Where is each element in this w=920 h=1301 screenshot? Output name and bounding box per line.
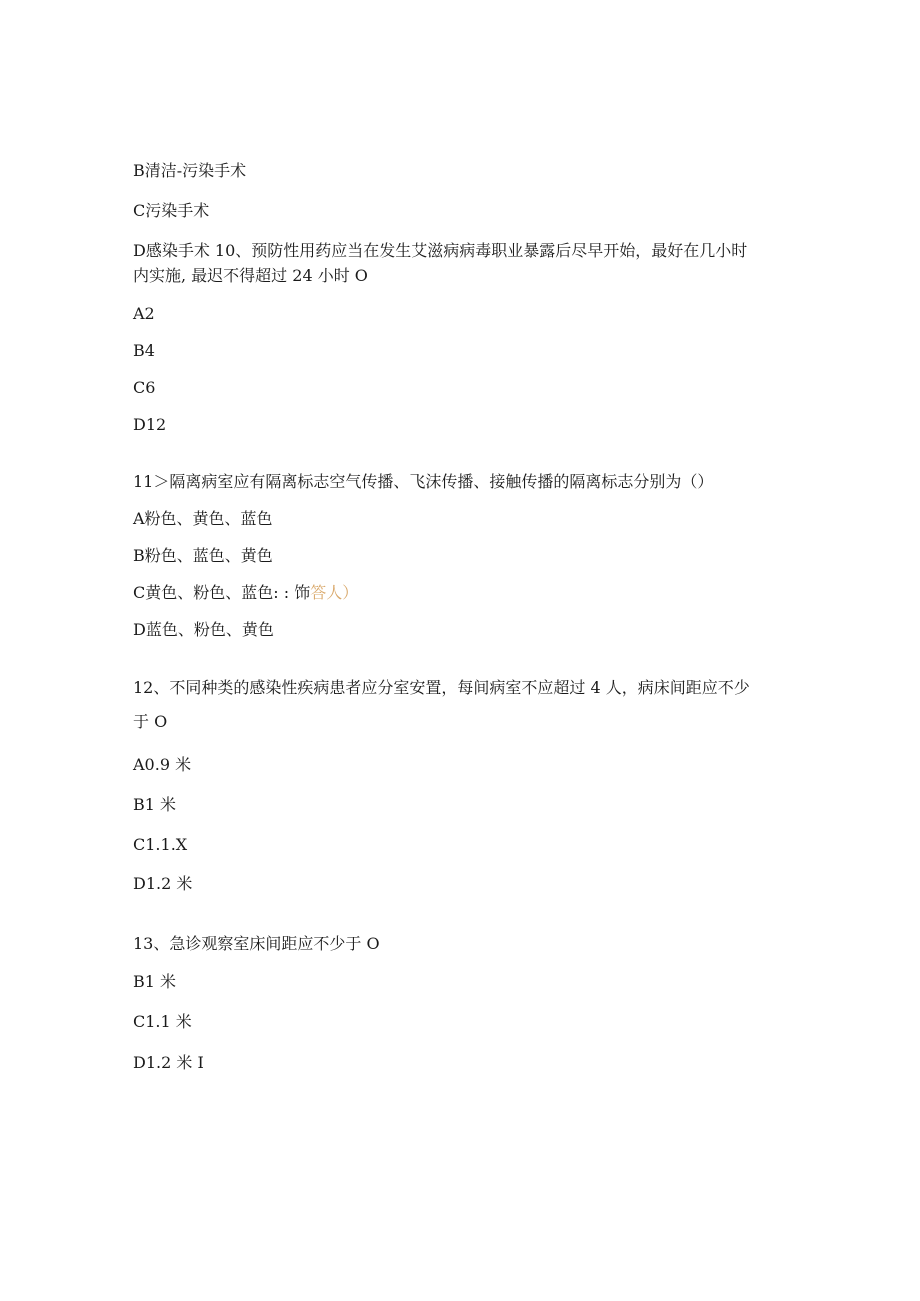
faded-annotation: 答人） — [310, 583, 359, 602]
question-12-option-a: A0.9 米 — [133, 755, 192, 774]
question-11-option-d: D蓝色、粉色、黄色 — [133, 620, 274, 639]
question-12-option-b: B1 米 — [133, 795, 177, 814]
option-c6: C6 — [133, 378, 156, 397]
option-b-clean-contaminated: B清洁-污染手术 — [133, 161, 247, 180]
question-13-option-d: D1.2 米 I — [133, 1053, 204, 1072]
question-11-option-a: A粉色、黄色、蓝色 — [133, 509, 273, 528]
option-d12: D12 — [133, 415, 167, 434]
question-10-line2: 内实施, 最迟不得超过 24 小时 O — [133, 266, 368, 285]
question-12-line2: 于 O — [133, 712, 168, 731]
question-12-option-c: C1.1.X — [133, 835, 188, 854]
question-12-line1: 12、不同种类的感染性疾病患者应分室安置，每间病室不应超过 4 人，病床间距应不少 — [133, 678, 750, 697]
question-13-option-c: C1.1 米 — [133, 1012, 192, 1031]
question-11: 11＞隔离病室应有隔离标志空气传播、飞沫传播、接触传播的隔离标志分别为（） — [133, 472, 714, 491]
question-13-option-b: B1 米 — [133, 972, 177, 991]
question-13: 13、急诊观察室床间距应不少于 O — [133, 934, 380, 953]
question-11-option-c-text: C黄色、粉色、蓝色: : 饰 — [133, 583, 311, 602]
question-11-option-c — [133, 582, 793, 604]
option-c-contaminated: C污染手术 — [133, 201, 210, 220]
option-d-and-question-10-line1: D感染手术 10、预防性用药应当在发生艾滋病病毒职业暴露后尽早开始，最好在几小时 — [133, 241, 748, 260]
question-12-option-d: D1.2 米 — [133, 874, 193, 893]
option-b4: B4 — [133, 341, 155, 360]
option-a2: A2 — [133, 304, 155, 323]
question-11-option-b: B粉色、蓝色、黄色 — [133, 546, 273, 565]
